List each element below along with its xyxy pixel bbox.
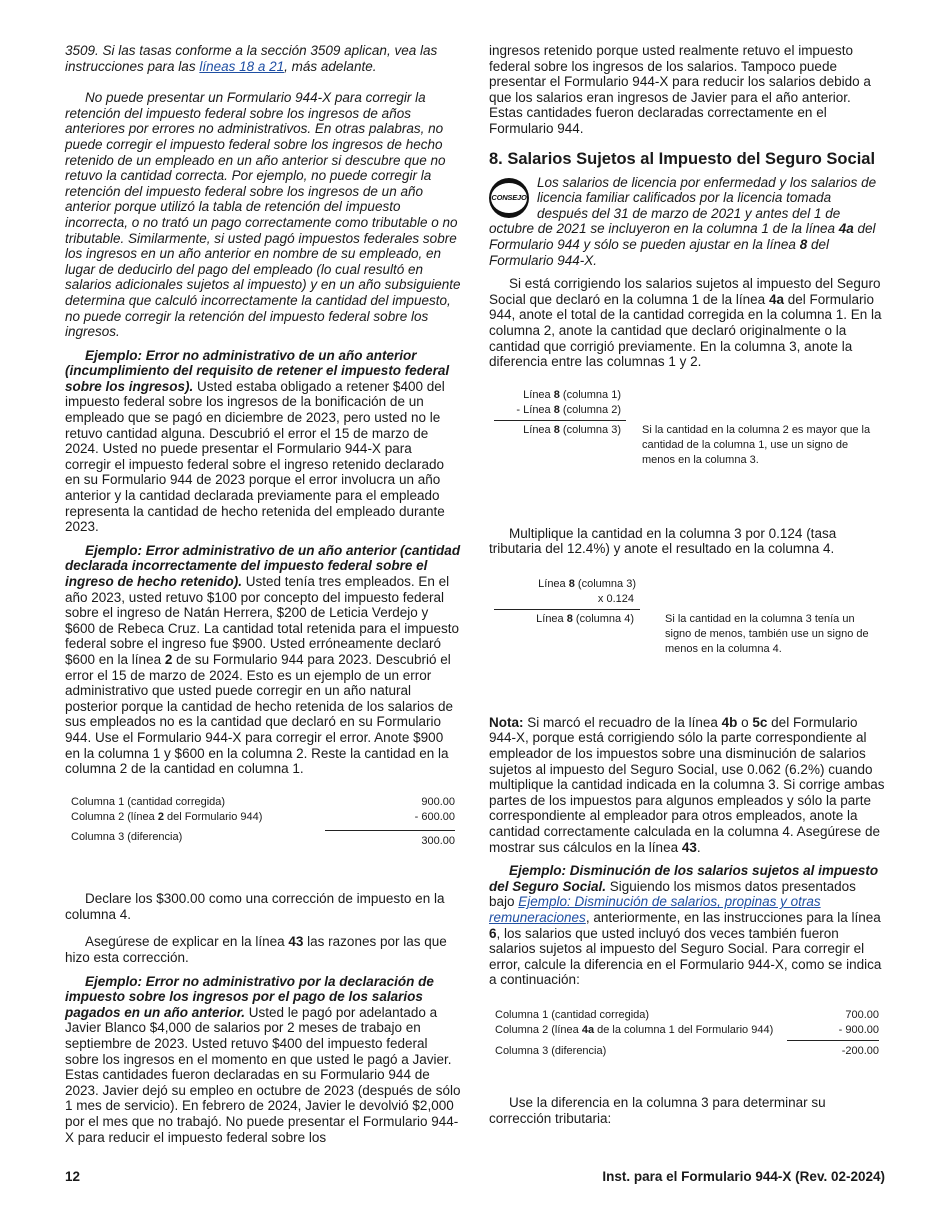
example-3: Ejemplo: Error no administrativo por la declaración de impuesto sobre los ingresos por el pago de los salarios pagados en un año anterior. Usted le pagó por adelantado a Javier Blanco $4,000 de salarios por 2 meses de trabajo en septiembre de 2023. Usted retuvo $400 del impuesto federal sobre los ingresos en el momento en que usted le pagó a Javier. Estas cantidades fueron declaradas en su Formulario 944 de 2023. Javier dejó su empleo en octubre de 2023 (después de sólo 1 mes de servicio). En febrero de 2024, Javier le devolvió $2,000 por el mes que no trabajó. No puede presentar el Formulario 944-X para reducir el impuesto federal sobre los: [65, 973, 461, 1145]
footer-title: Inst. para el Formulario 944-X (Rev. 02-2024): [602, 1169, 885, 1184]
right-column: [489, 43, 885, 1135]
paragraph-last: Use la diferencia en la columna 3 para determinar su corrección tributaria:: [489, 1095, 826, 1127]
calc-note: Si la cantidad en la columna 3 tenía un signo de menos, también use un signo de menos en la columna 4.: [665, 612, 869, 655]
table-row: Columna 1 (cantidad corregida) 900.00: [71, 795, 455, 808]
calc-line: Línea 8 (columna 3): [523, 423, 621, 436]
tip-icon: CONSEJO: [489, 178, 529, 218]
correction-table-1: [71, 795, 455, 850]
paragraph-nonadmin-errors: No puede presentar un Formulario 944-X para corregir la retención del impuesto federal sobre los ingresos de años anteriores por errores no administrativos. En otras palabras, no puede corregir el impuesto federal sobre los ingresos de hecho retenido de un empleado en un año anterior si descubre que no retuvo la cantidad correcta. Por ejemplo, no puede corregir la retención del impuesto federal sobre los ingresos de un año anterior porque utilizó la tabla de retención del impuesto incorrecta, o no trató un pago correctamente como tributable o no tributable. Similarmente, si usted pagó impuestos federales sobre los ingresos en un año anterior en nombre de su empleado, en lugar de deducirlo del pago del empleado (lo cual resultó en salarios adicionales sujetos al impuesto) y en un año subsiguiente determina que calculó incorrectamente la cantidad del impuesto, no puede corregir la retención del impuesto federal sobre los ingresos.: [65, 90, 461, 340]
table-row: Columna 2 (línea 2 del Formulario 944) - 600.00: [71, 811, 455, 824]
paragraph-declare: Declare los $300.00 como una corrección de impuesto en la columna 4.: [65, 891, 445, 922]
tip-box: CONSEJO Los salarios de licencia por enfermedad y los salarios de licencia familiar calificados por la licencia tomada después del 31 de marzo de 2021 y antes del 1 de octubre de 2021 se incluyeron en la columna 1 de la línea 4a del Formulario 944 y sólo se pueden ajustar en la línea 8 del Formulario 944-X.: [489, 174, 877, 268]
example-link[interactable]: Ejemplo: Disminución de salarios, propinas y otras remuneraciones: [489, 894, 821, 925]
table-row: Columna 2 (línea 4a de la columna 1 del Formulario 944) - 900.00: [495, 1023, 879, 1041]
lines-18-21-link[interactable]: líneas 18 a 21: [199, 58, 285, 74]
paragraph-continued: ingresos retenido porque usted realmente retuvo el impuesto federal sobre los ingresos de los salarios. Tampoco puede presentar el Formulario 944-X para reducir los salarios debido a que los salarios eran ingresos de Javier para el año anterior. Estas cantidades fueron declaradas correctamente en el Formulario 944.: [489, 43, 871, 136]
calc-block-1: [489, 388, 885, 496]
left-column: [65, 43, 461, 1153]
calc-line: - Línea 8 (columna 2): [516, 403, 621, 416]
example-4: Ejemplo: Disminución de los salarios sujetos al impuesto del Seguro Social. Siguiendo los mismos datos presentados bajo Ejemplo: Disminución de salarios, propinas y otras remuneraciones, anteriormente, en las instrucciones para la línea 6, los salarios que usted incluyó dos veces también fueron salarios sujetos al impuesto del Seguro Social. Para corregir el error, calcule la diferencia en el Formulario 944-X, como se indica a continuación:: [489, 863, 882, 988]
page-number: 12: [65, 1169, 81, 1184]
paragraph-nota: Nota: Si marcó el recuadro de la línea 4b o 5c del Formulario 944-X, porque está corrigiendo sólo la parte correspondiente al empleador de los impuestos sobre una disminución de salarios sujetos al impuesto del Seguro Social, use 0.062 (6.2%) cuando multiplique la cantidad indicada en la columna 3. Si corrige ambas partes de los impuestos para algunos empleados y sólo la parte correspondiente al empleador para otros empleados, anote la cantidad correctamente calculada en la columna 4. Asegúrese de mostrar sus cálculos en la línea 43.: [489, 714, 885, 855]
section-heading-8: 8. Salarios Sujetos al Impuesto del Seguro Social: [489, 149, 876, 168]
paragraph-multiply: Multiplique la cantidad en la columna 3 por 0.124 (tasa tributaria del 12.4%) y anote el resultado en la columna 4.: [489, 525, 837, 557]
calc-line: Línea 8 (columna 1): [523, 388, 621, 401]
example-2: Ejemplo: Error administrativo de un año anterior (cantidad declarada incorrectamente del impuesto federal sobre el ingreso de hecho retenido). Usted tenía tres empleados. En el año 2023, usted retuvo $100 por concepto del impuesto federal sobre el ingreso de Natán Herrera, $200 de Leticia Verdejo y $600 de Rebeca Cruz. La cantidad total retenida para el impuesto federal sobre el ingreso fue $900. Usted erróneamente declaró $600 en la línea 2 de su Formulario 944 para 2023. Descubrió el error el 15 de marzo de 2024. Esto es un ejemplo de un error administrativo que usted puede corregir en un año natural posterior porque la cantidad de hecho retenida de los salarios de sus empleados no es la cantidad que declaró en su Formulario 944. Use el Formulario 944-X para corregir el error. Anote $900 en la columna 1 y $600 en la columna 2. Reste la cantidad en la columna 2 de la cantidad en columna 1.: [65, 542, 461, 777]
paragraph-3509: 3509. Si las tasas conforme a la sección 3509 aplican, vea las instrucciones para las líneas 18 a 21, más adelante.: [65, 43, 438, 74]
calc-divider: [494, 420, 626, 421]
paragraph-correcting: Si está corrigiendo los salarios sujetos al impuesto del Seguro Social que declaró en la columna 1 de la línea 4a del Formulario 944, anote el total de la cantidad corregida en la columna 1. En la columna 2, anote la cantidad que declaró originalmente o la cantidad que corrigió previamente. En la columna 3, anote la diferencia entre las columnas 1 y 2.: [489, 276, 882, 370]
paragraph-explain: Asegúrese de explicar en la línea 43 las razones por las que hizo esta corrección.: [65, 934, 447, 965]
table-row: Columna 1 (cantidad corregida) 700.00: [495, 1008, 879, 1021]
calc-line: Línea 8 (columna 4): [536, 612, 634, 625]
table-row: Columna 3 (diferencia) -200.00: [495, 1044, 879, 1057]
calc-divider: [494, 609, 640, 610]
table-row: Columna 3 (diferencia) 300.00: [71, 830, 455, 850]
correction-table-2: [495, 1008, 879, 1060]
example-1: Ejemplo: Error no administrativo de un año anterior (incumplimiento del requisito de retener el impuesto federal sobre los ingresos). Usted estaba obligado a retener $400 del impuesto federal sobre los ingresos de la bonificación de un empleado que se pagó en diciembre de 2023, pero usted no le retuvo cantidad alguna. Descubrió el error el 15 de marzo de 2024. Usted no puede presentar el Formulario 944-X para corregir el impuesto federal sobre el ingreso retenido declarado en su Formulario 944 de 2023 porque el error involucra un año anterior y la cantidad declarada previamente para el empleado representa la cantidad de hecho retenida del empleado durante 2023.: [65, 347, 450, 535]
calc-line: x 0.124: [597, 592, 634, 605]
calc-note: Si la cantidad en la columna 2 es mayor que la cantidad de la columna 1, use un signo de menos en la columna 3.: [642, 423, 871, 466]
calc-block-2: [489, 577, 885, 685]
calc-line: Línea 8 (columna 3): [538, 577, 636, 590]
